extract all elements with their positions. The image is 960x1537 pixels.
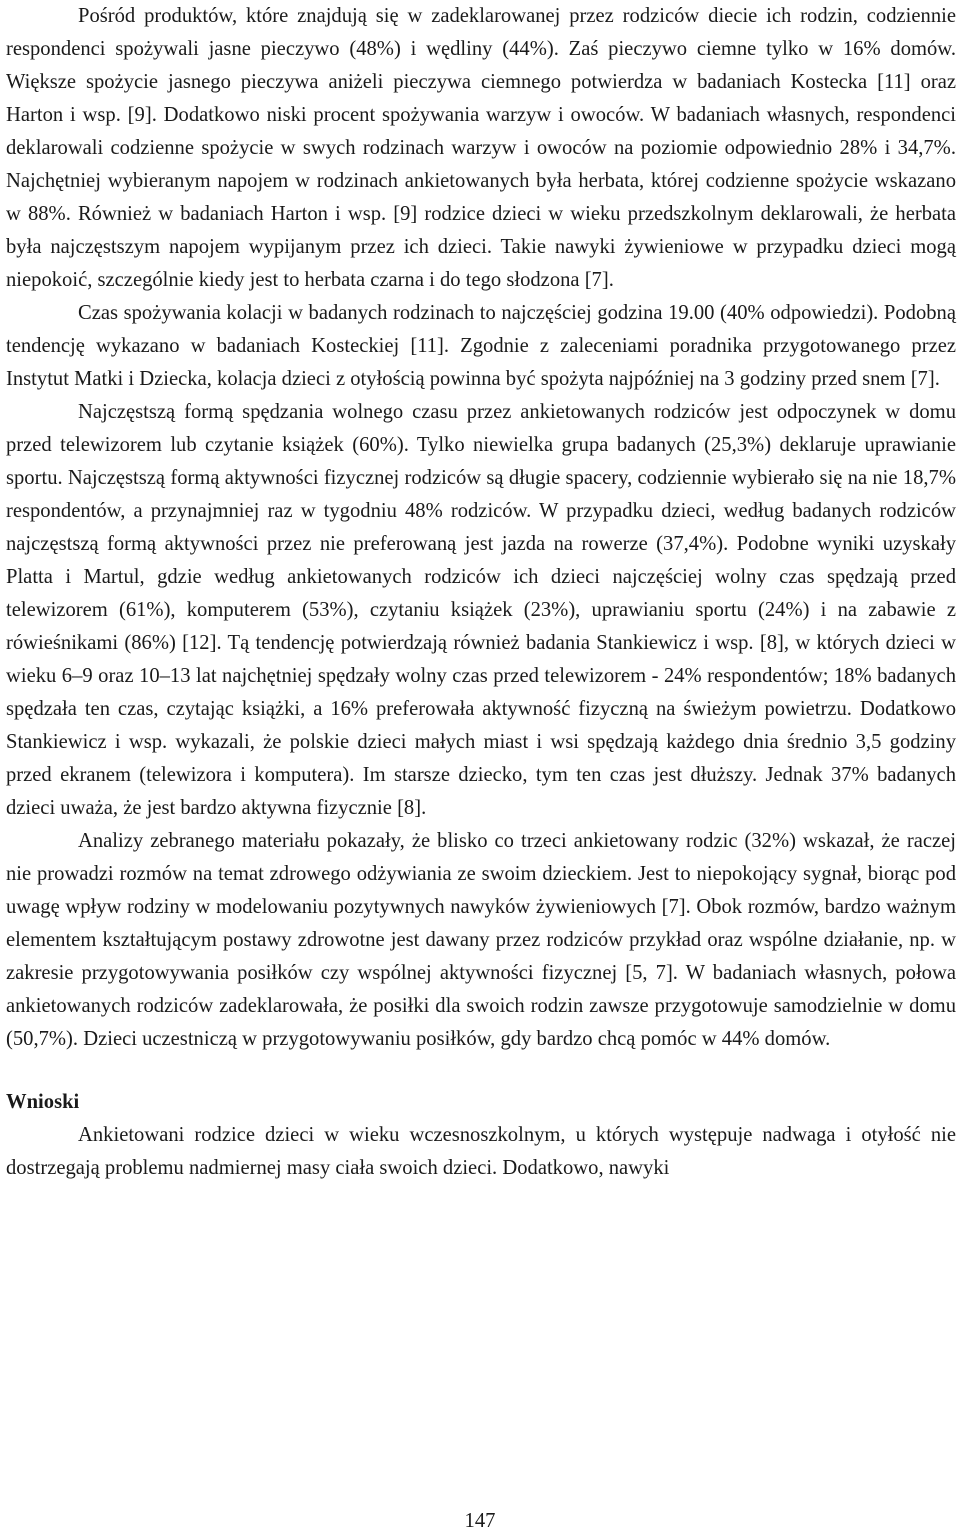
page-body [6, 0, 956, 1185]
paragraph-conclusions: Ankietowani rodzice dzieci w wieku wczesnoszkolnym, u których występuje nadwaga i otyłość nie dostrzegają problemu nadmiernej masy ciała swoich dzieci. Dodatkowo, nawyki [6, 1124, 956, 1179]
paragraph-free-time: Najczęstszą formą spędzania wolnego czasu przez ankietowanych rodziców jest odpoczynek w domu przed telewizorem lub czytanie książek (60%). Tylko niewielka grupa badanych (25,3%) deklaruje uprawianie sportu. Najczęstszą formą aktywności fizycznej rodziców są długie spacery, codziennie wybierało się na nie 18,7% respondentów, a przynajmniej raz w tygodniu 48% rodziców. W przypadku dzieci, według badanych rodziców najczęstszą formą aktywności przez nie preferowaną jest jazda na rowerze (37,4%). Podobne wyniki uzyskały Platta i Martul, gdzie według ankietowanych rodziców ich dzieci najczęściej wolny czas spędzają przed telewizorem (61%), komputerem (53%), czytaniu książek (23%), uprawianiu sportu (24%) i na zabawie z rówieśnikami (86%) [12]. Tą tendencję potwierdzają również badania Stankiewicz i wsp. [8], w których dzieci w wieku 6–9 oraz 10–13 lat najchętniej spędzały wolny czas przed telewizorem - 24% respondentów; 18% badanych spędzała ten czas, czytając książki, a 16% preferowała aktywność fizyczną na świeżym powietrzu. Dodatkowo Stankiewicz i wsp. wykazali, że polskie dzieci małych miast i wsi spędzają każdego dnia średnio 3,5 godziny przed ekranem (telewizora i komputera). Im starsze dziecko, tym ten czas jest dłuższy. Jednak 37% badanych dzieci uważa, że jest bardzo aktywna fizycznie [8]. [6, 401, 956, 819]
paragraph-diet-products: Pośród produktów, które znajdują się w zadeklarowanej przez rodziców diecie ich rodzin, codziennie respondenci spożywali jasne pieczywo (48%) i wędliny (44%). Zaś pieczywo ciemne tylko w 16% domów. Większe spożycie jasnego pieczywa aniżeli pieczywa ciemnego potwierdza w badaniach Kostecka [11] oraz Harton i wsp. [9]. Dodatkowo niski procent spożywania warzyw i owoców. W badaniach własnych, respondenci deklarowali codzienne spożycie w swych rodzinach warzyw i owoców na poziomie odpowiednio 28% i 34,7%. Najchętniej wybieranym napojem w rodzinach ankietowanych była herbata, której codzienne spożycie wskazano w 88%. Również w badaniach Harton i wsp. [9] rodzice dzieci w wieku przedszkolnym deklarowali, że herbata była najczęstszym napojem wypijanym przez ich dzieci. Takie nawyki żywieniowe w przypadku dzieci mogą niepokoić, szczególnie kiedy jest to herbata czarna i do tego słodzona [7]. [6, 5, 956, 291]
section-heading-conclusions: Wnioski [6, 1091, 80, 1113]
paragraph-dinner-time: Czas spożywania kolacji w badanych rodzinach to najczęściej godzina 19.00 (40% odpowiedzi). Podobną tendencję wykazano w badaniach Kosteckiej [11]. Zgodnie z zaleceniami poradnika przygotowanego przez Instytut Matki i Dziecka, kolacja dzieci z otyłością powinna być spożyta najpóźniej na 3 godziny przed snem [7]. [6, 302, 956, 390]
page-number: 147 [464, 1510, 496, 1532]
paragraph-analysis: Analizy zebranego materiału pokazały, że blisko co trzeci ankietowany rodzic (32%) wskazał, że raczej nie prowadzi rozmów na temat zdrowego odżywiania ze swoim dzieckiem. Jest to niepokojący sygnał, biorąc pod uwagę wpływ rodziny w modelowaniu pozytywnych nawyków żywieniowych [7]. Obok rozmów, bardzo ważnym elementem kształtującym postawy zdrowotne jest dawany przez rodziców przykład oraz wspólne działanie, np. w zakresie przygotowywania posiłków czy wspólnej aktywności fizycznej [5, 7]. W badaniach własnych, połowa ankietowanych rodziców zadeklarowała, że posiłki dla swoich rodzin zawsze przygotowuje samodzielnie w domu (50,7%). Dzieci uczestniczą w przygotowywaniu posiłków, gdy bardzo chcą pomóc w 44% domów. [6, 830, 956, 1050]
